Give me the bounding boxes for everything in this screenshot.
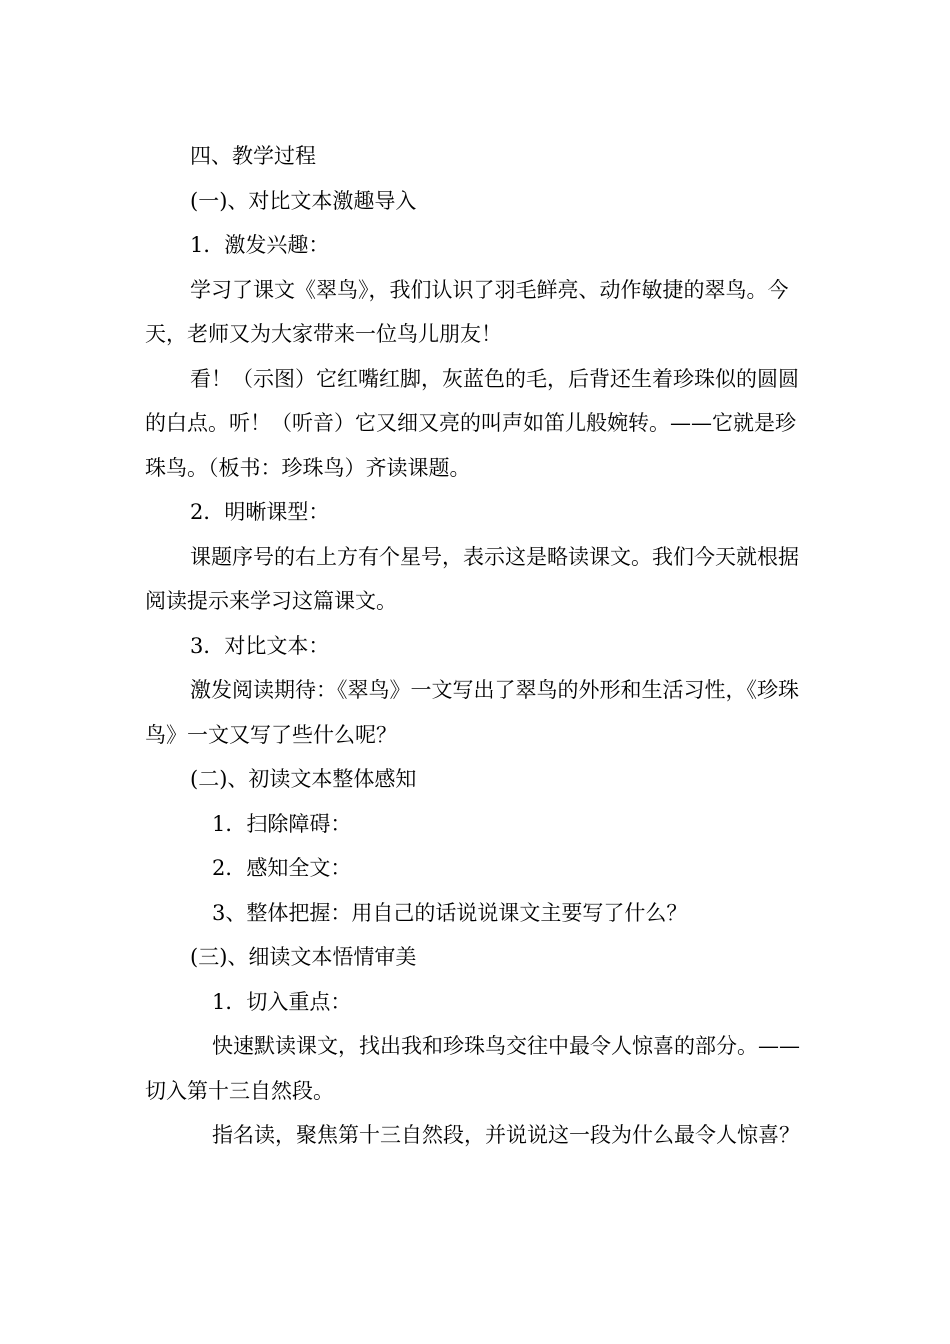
subsection-heading-1: (一)、对比文本激趣导入 [190,188,417,213]
paragraph-compare-text: 激发阅读期待：《翠鸟》一文写出了翠鸟的外形和生活习性，《珍珠鸟》一文又写了些什么呢？ [145,678,799,747]
step-overall-grasp: 3、整体把握：用自己的话说说课文主要写了什么？ [212,900,688,925]
paragraph-intro: 学习了课文《翠鸟》，我们认识了羽毛鲜亮、动作敏捷的翠鸟。今天，老师又为大家带来一位鸟儿朋友！ [145,277,789,346]
paragraph-named-reading: 指名读，聚焦第十三自然段，并说说这一段为什么最令人惊喜？ [212,1123,800,1147]
paragraph-look-listen: 看！（示图）它红嘴红脚，灰蓝色的毛，后背还生着珍珠似的圆圆的白点。听！（听音）它又细又亮的叫声如笛儿般婉转。——它就是珍珠鸟。（板书：珍珠鸟）齐读课题。 [145,366,799,480]
step-clear-obstacles: 1．扫除障碍： [212,811,352,836]
step-heading-compare-text: 3．对比文本： [190,633,330,658]
document-body [145,134,805,1158]
step-heading-lesson-type: 2．明晰课型： [190,500,330,524]
step-focus-point: 1．切入重点： [212,989,352,1014]
paragraph-quick-read: 快速默读课文，找出我和珍珠鸟交往中最令人惊喜的部分。——切入第十三自然段。 [145,1034,800,1103]
subsection-heading-2: (二)、初读文本整体感知 [190,767,417,791]
step-heading-arouse-interest: 1．激发兴趣： [190,233,330,257]
subsection-heading-3: (三)、细读文本悟情审美 [190,945,417,969]
step-perceive-text: 2．感知全文： [212,856,352,880]
paragraph-lesson-type: 课题序号的右上方有个星号，表示这是略读课文。我们今天就根据阅读提示来学习这篇课文。 [145,544,799,613]
section-heading-teaching-process: 四、教学过程 [190,144,316,168]
